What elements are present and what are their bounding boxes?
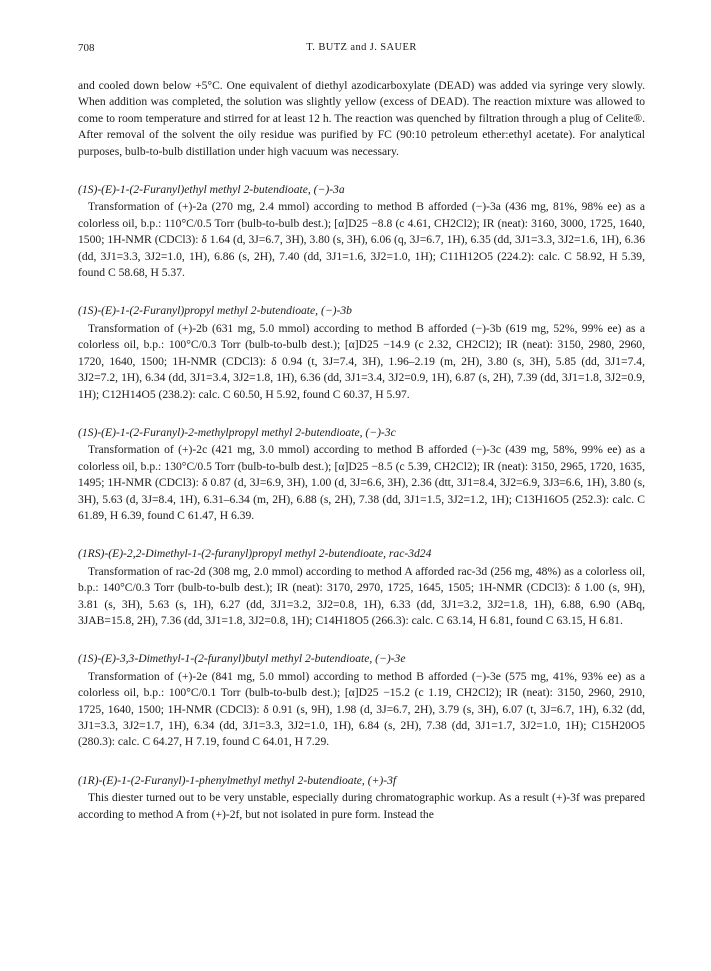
section-3f: [78, 773, 645, 823]
document-page: [78, 40, 645, 823]
section-heading: (1RS)-(E)-2,2-Dimethyl-1-(2-furanyl)propyl methyl 2-butendioate, rac-3d24: [78, 547, 432, 561]
section-heading: (1S)-(E)-1-(2-Furanyl)-2-methylpropyl methyl 2-butendioate, (−)-3c: [78, 425, 396, 439]
section-3d: [78, 546, 645, 629]
section-body: Transformation of (+)-2a (270 mg, 2.4 mmol) according to method B afforded (−)-3a (436 mg, 81%, 98% ee) as a colorless oil, b.p.: 110°C/0.5 Torr (bulb-to-bulb dest.); [α]D25 −8.8 (c 4.61, CH2Cl2); IR (neat): 3160, 3000, 1725, 1640, 1500; 1H-NMR (CDCl3): δ 1.64 (d, 3J=6.7, 3H), 3.80 (s, 3H), 6.06 (q, 3J=6.7, 1H), 6.35 (dd, 3J1=3.3, 3J2=1.6, 1H), 6.36 (dd, 3J1=3.3, 3J2=1.0, 1H), 6.86 (s, 2H), 7.40 (dd, 3J1=1.6, 3J2=1.0, 1H); C11H12O5 (224.2): calc. C 58.92, H 5.39, found C 58.68, H 5.37.: [78, 200, 645, 280]
running-head: T. BUTZ and J. SAUER: [306, 42, 417, 53]
section-3c: [78, 425, 645, 524]
section-body: Transformation of (+)-2e (841 mg, 5.0 mmol) according to method B afforded (−)-3e (575 mg, 41%, 93% ee) as a colorless oil, b.p.: 100°C/0.1 Torr (bulb-to-bulb dest.); [α]D25 −15.2 (c 1.19, CH2Cl2); IR (neat): 3150, 2960, 2910, 1725, 1640, 1500; 1H-NMR (CDCl3): δ 0.91 (s, 9H), 1.98 (d, 3J=6.7, 2H), 3.79 (s, 3H), 6.07 (t, 3J=6.7, 1H), 6.32 (dd, 3J1=3.3, 3J2=1.7, 1H), 6.34 (dd, 3J1=3.3, 3J2=1.0, 1H), 6.84 (s, 2H), 7.38 (dd, 3J1=1.7, 3J2=1.0, 1H); C15H20O5 (280.3): calc. C 64.27, H 7.19, found C 64.01, H 7.29.: [78, 669, 645, 749]
section-body: Transformation of rac-2d (308 mg, 2.0 mmol) according to method A afforded rac-3d (256 mg, 48%) as a colorless oil, b.p.: 140°C/0.3 Torr (bulb-to-bulb dest.); IR (neat): 3170, 2970, 1725, 1645, 1505; 1H-NMR (CDCl3): δ 1.00 (s, 9H), 3.81 (s, 3H), 5.63 (s, 1H), 6.27 (dd, 3J1=3.2, 3J2=0.8, 1H), 6.33 (dd, 3J1=3.2, 3J2=1.8, 1H), 6.88, 6.90 (ABq, 3JAB=15.8, 2H), 7.36 (dd, 3J1=1.8, 3J2=0.8, 1H); C14H18O5 (266.3): calc. C 63.14, H 6.81, found C 63.15, H 6.81.: [78, 564, 645, 627]
page-number: 708: [78, 42, 95, 54]
section-3b: [78, 303, 645, 402]
intro-paragraph: and cooled down below +5°C. One equivalent of diethyl azodicarboxylate (DEAD) was added via syringe very slowly. When addition was completed, the solution was slightly yellow (excess of DEAD). The reaction mixture was allowed to come to room temperature and stirred for at least 12 h. The reaction was quenched by filtration through a plug of Celite®. After removal of the solvent the oily residue was purified by FC (90:10 petroleum ether:ethyl acetate). For analytical purposes, bulb-to-bulb distillation under high vacuum was necessary.: [78, 79, 645, 158]
section-heading: (1S)-(E)-3,3-Dimethyl-1-(2-furanyl)butyl methyl 2-butendioate, (−)-3e: [78, 652, 406, 666]
page-header: [78, 40, 645, 62]
section-heading: (1R)-(E)-1-(2-Furanyl)-1-phenylmethyl methyl 2-butendioate, (+)-3f: [78, 773, 397, 787]
section-body: Transformation of (+)-2b (631 mg, 5.0 mmol) according to method B afforded (−)-3b (619 mg, 52%, 99% ee) as a colorless oil, b.p.: 100°C/0.3 Torr (bulb-to-bulb dest.); [α]D25 −14.9 (c 2.32, CH2Cl2); IR (neat): 3150, 2980, 2960, 1720, 1640, 1500; 1H-NMR (CDCl3): δ 0.94 (t, 3J=7.4, 3H), 1.96–2.19 (m, 2H), 3.80 (s, 3H), 5.85 (dd, 3J1=7.4, 3J2=7.2, 1H), 6.34 (dd, 3J1=3.4, 3J2=1.8, 1H), 6.36 (dd, 3J1=3.4, 3J2=0.9, 1H), 6.87 (s, 2H), 7.39 (dd, 3J1=1.8, 3J2=0.9, 1H); C12H14O5 (238.2): calc. C 60.50, H 5.92, found C 60.37, H 5.97.: [78, 321, 645, 401]
section-3e: [78, 651, 645, 750]
section-heading: (1S)-(E)-1-(2-Furanyl)ethyl methyl 2-butendioate, (−)-3a: [78, 183, 345, 197]
section-heading: (1S)-(E)-1-(2-Furanyl)propyl methyl 2-butendioate, (−)-3b: [78, 304, 352, 318]
section-body: Transformation of (+)-2c (421 mg, 3.0 mmol) according to method B afforded (−)-3c (439 mg, 58%, 99% ee) as a colorless oil, b.p.: 130°C/0.5 Torr (bulb-to-bulb dest.); [α]D25 −8.5 (c 5.39, CH2Cl2); IR (neat): 3150, 2965, 1720, 1635, 1495; 1H-NMR (CDCl3): δ 0.87 (d, 3J=6.9, 3H), 1.00 (d, 3J=6.6, 3H), 2.36 (dtt, 3J1=8.4, 3J2=6.9, 3J3=6.6, 1H), 3.80 (s, 3H), 5.63 (d, 3J=8.4, 1H), 6.31–6.34 (m, 2H), 6.88 (s, 2H), 7.38 (dd, 3J1=1.5, 3J2=1.2, 1H); C13H16O5 (252.3): calc. C 61.89, H 6.39, found C 61.47, H 6.39.: [78, 443, 645, 522]
section-3a: [78, 182, 645, 281]
section-body: This diester turned out to be very unstable, especially during chromatographic workup. As a result (+)-3f was prepared according to method A from (+)-2f, but not isolated in pure form. Instead the: [78, 791, 645, 821]
